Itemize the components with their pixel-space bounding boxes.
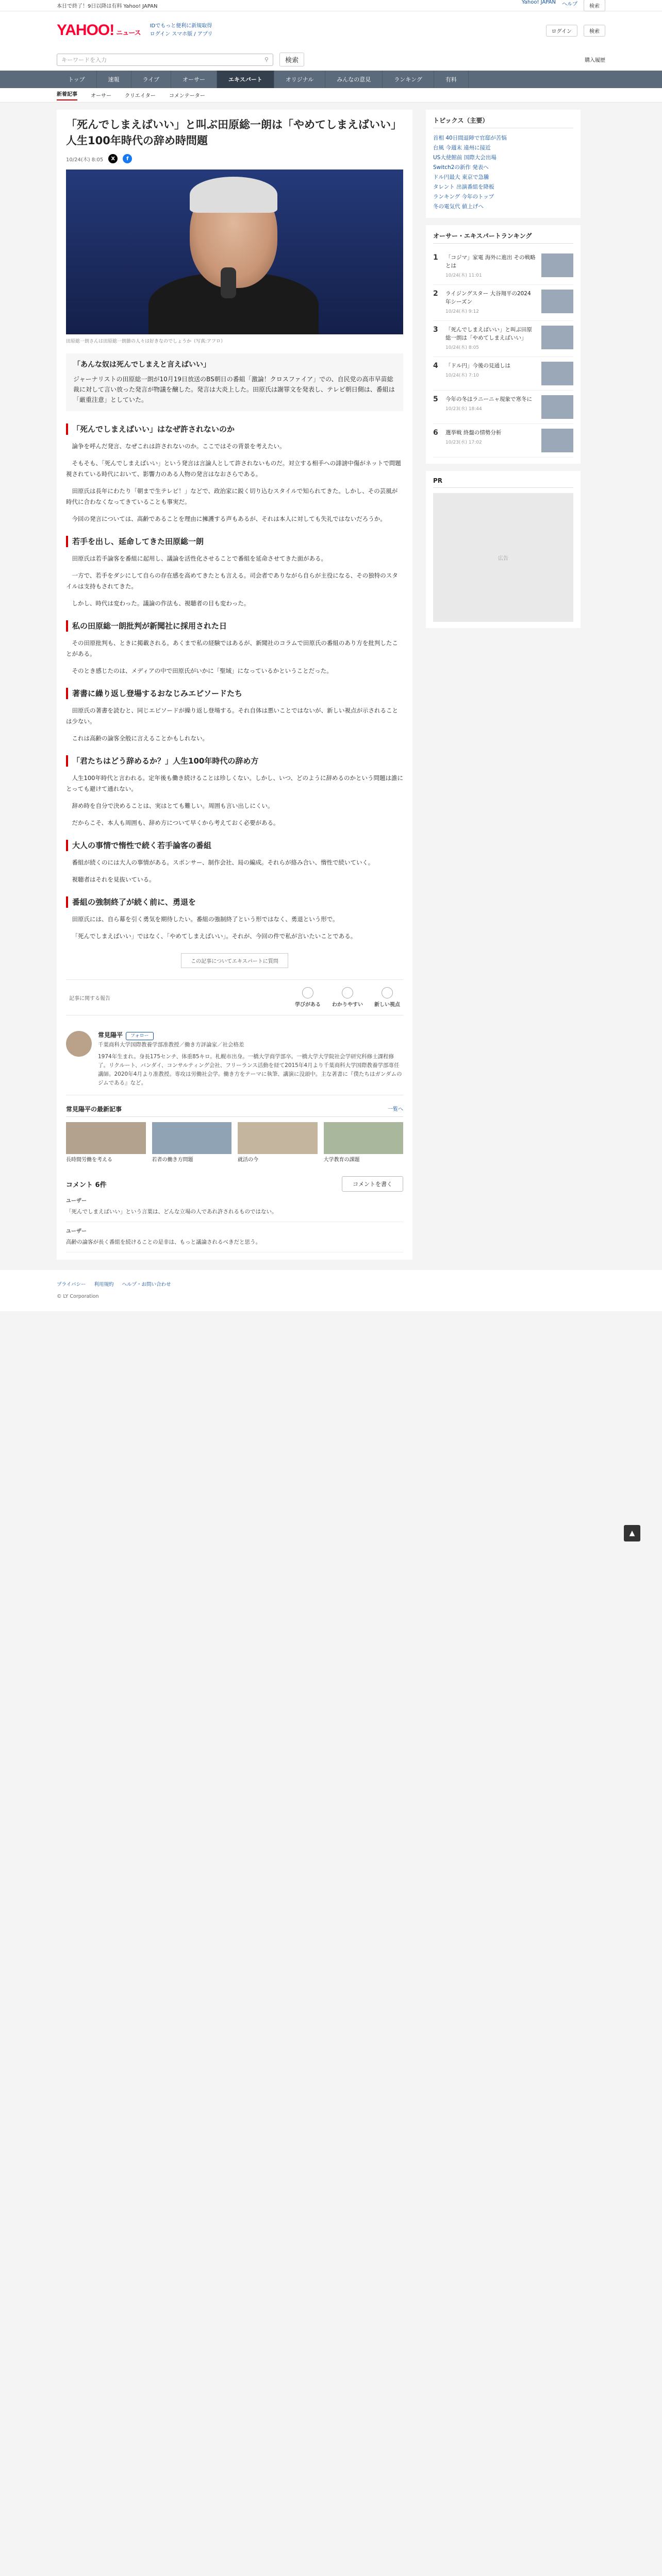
body-paragraph: そのとき感じたのは、メディアの中で田原氏がいかに「聖域」になっているかということだった。 bbox=[72, 667, 333, 674]
nav-top[interactable]: トップ bbox=[57, 71, 97, 88]
yahoo-logo[interactable]: YAHOO! ニュース bbox=[57, 22, 141, 39]
header-login-button[interactable]: ログイン bbox=[546, 25, 578, 37]
rank-number: 2 bbox=[433, 290, 438, 298]
sub-nav bbox=[0, 88, 662, 103]
author-avatar[interactable] bbox=[66, 1031, 92, 1057]
rank-thumbnail bbox=[541, 362, 573, 385]
rank-text: 「ドル円」今後の見通しは 10/24(木) 7:10 bbox=[445, 363, 510, 378]
ranking-item[interactable] bbox=[433, 285, 573, 321]
topic-item[interactable]: 首相 40日間退陣で官邸が苦悩 bbox=[433, 135, 507, 141]
rank-thumbnail bbox=[541, 290, 573, 313]
body-paragraph: 田原氏の著書を読むと、同じエピソードが繰り返し登場する。それ自体は悪いことではないが、新しい視点が示されることは少ない。 bbox=[66, 707, 398, 725]
rank-number: 6 bbox=[433, 429, 438, 437]
article-photo bbox=[66, 170, 403, 334]
eye-icon bbox=[382, 987, 393, 998]
subnav-author[interactable]: オーサー bbox=[91, 93, 111, 99]
main-nav bbox=[0, 71, 662, 88]
search-icon: ⚲ bbox=[264, 56, 269, 63]
photo-caption: 田原総一朗さんは田原総一朗節の人々は好きなのでしょうか（写真:アフロ） bbox=[66, 339, 226, 344]
section-heading: 「死んでしまえばいい」はなぜ許されないのか bbox=[66, 423, 403, 435]
footer-privacy-link[interactable]: プライバシー bbox=[57, 1282, 86, 1287]
body-paragraph: 辞め時を自分で決めることは、実はとても難しい。周囲も言い出しにくい。 bbox=[72, 802, 274, 809]
search-bar bbox=[0, 49, 662, 71]
rank-thumbnail bbox=[541, 326, 573, 349]
topic-item[interactable]: ドル円最大 東京で急騰 bbox=[433, 174, 489, 180]
section-heading: 大人の事情で惰性で続く若手論客の番組 bbox=[66, 840, 403, 851]
reaction-new[interactable]: 新しい視点 bbox=[374, 987, 400, 1008]
author-latest-item[interactable]: 大学教育の課題 bbox=[324, 1122, 404, 1164]
lightbulb-icon bbox=[302, 987, 313, 998]
rank-number: 3 bbox=[433, 326, 438, 334]
body-paragraph: そもそも、「死んでしまえばいい」という発言は言論人として許されないものだ。対立する相手への誹謗中傷がネットで問題視されている時代において、影響力のある人物の発言はなおさらである。 bbox=[66, 460, 401, 478]
author-name[interactable]: 常見陽平 bbox=[98, 1031, 123, 1039]
reaction-learn[interactable]: 学びがある bbox=[295, 987, 321, 1008]
ranking-title: オーサー・エキスパートランキング bbox=[433, 232, 532, 240]
sidebar-ad[interactable]: 広告 bbox=[433, 493, 573, 622]
section-heading: 若手を出し、延命してきた田原総一朗 bbox=[66, 536, 403, 547]
author-latest bbox=[66, 1105, 403, 1164]
top-utility-bar bbox=[0, 0, 662, 11]
body-paragraph: 番組が続くのには大人の事情がある。スポンサー、制作会社、局の編成。それらが絡み合い、惰性で続いていく。 bbox=[72, 859, 374, 866]
yahoo-japan-link[interactable]: Yahoo! JAPAN bbox=[522, 0, 556, 5]
section-heading: 「君たちはどう辞めるか？」人生100年時代の辞め方 bbox=[66, 755, 403, 767]
topic-item[interactable]: Switch2の新作 発表へ bbox=[433, 164, 489, 171]
nav-ranking[interactable]: ランキング bbox=[383, 71, 434, 88]
pr-card bbox=[426, 471, 581, 628]
ask-expert-button[interactable]: この記事についてエキスパートに質問 bbox=[181, 953, 288, 968]
article-sections bbox=[66, 423, 403, 942]
lead-heading: 「あんな奴は死んでしまえと言えばいい」 bbox=[73, 361, 210, 369]
author-box bbox=[66, 1024, 403, 1095]
rank-number: 4 bbox=[433, 362, 438, 370]
nav-opinion[interactable]: みんなの意見 bbox=[325, 71, 383, 88]
topic-item[interactable]: タレント 出演番組を降板 bbox=[433, 184, 494, 190]
page-top-button[interactable] bbox=[624, 1525, 640, 1541]
reaction-clear[interactable]: わかりやすい bbox=[332, 987, 363, 1008]
author-latest-title: 常見陽平の最新記事 bbox=[66, 1106, 122, 1113]
section-heading: 番組の強制終了が続く前に、勇退を bbox=[66, 896, 403, 908]
app-link[interactable]: スマホ版 / アプリ bbox=[172, 31, 213, 37]
report-link[interactable]: 記事に関する報告 bbox=[69, 995, 110, 1002]
article-date: 10/24(木) 8:05 bbox=[66, 157, 104, 163]
header-links bbox=[150, 22, 213, 39]
nav-paid[interactable]: 有料 bbox=[434, 71, 469, 88]
body-paragraph: 今回の発言については、高齢であることを理由に擁護する声もあるが、それは本人に対しても失礼ではないだろうか。 bbox=[72, 515, 386, 522]
ranking-item[interactable] bbox=[433, 424, 573, 457]
nav-live[interactable]: ライブ bbox=[131, 71, 171, 88]
author-role: 千葉商科大学国際教養学部准教授／働き方評論家／社会格差 bbox=[98, 1042, 244, 1048]
body-paragraph: 田原氏は若手論客を番組に起用し、議論を活性化させることで番組を延命させてきた面がある。 bbox=[72, 555, 327, 562]
notice-text[interactable]: 本日で終了！9日以降は有料 Yahoo! JAPAN bbox=[57, 4, 158, 9]
author-latest-more[interactable]: 一覧へ bbox=[388, 1107, 403, 1112]
section-heading: 私の田原総一朗批判が新聞社に採用された日 bbox=[66, 620, 403, 632]
ranking-item[interactable] bbox=[433, 249, 573, 285]
topic-item[interactable]: 冬の電気代 値上げへ bbox=[433, 204, 484, 210]
topic-item[interactable]: 台風 今週末 遠州に接近 bbox=[433, 145, 491, 151]
id-register-link[interactable]: IDでもっと便利に新規取得 bbox=[150, 23, 212, 29]
rank-text: 「コジマ」家電 海外に進出 その戦略とは 10/24(木) 11:01 bbox=[445, 255, 536, 278]
article-main bbox=[57, 110, 412, 1260]
section-heading: 著書に繰り返し登場するおなじみエピソードたち bbox=[66, 688, 403, 699]
nav-breaking[interactable]: 速報 bbox=[97, 71, 131, 88]
help-link[interactable]: ヘルプ bbox=[562, 2, 577, 7]
search-button[interactable]: 検索 bbox=[279, 53, 304, 66]
subnav-creator[interactable]: クリエイター bbox=[125, 93, 156, 99]
ranking-card bbox=[426, 225, 581, 464]
body-paragraph: 視聴者はそれを見抜いている。 bbox=[72, 876, 155, 883]
topic-item[interactable]: US大使館前 国際大会出場 bbox=[433, 155, 496, 161]
comments-count: 6件 bbox=[95, 1181, 107, 1189]
topic-item[interactable]: ランキング 今年のトップ bbox=[433, 194, 494, 200]
ranking-item[interactable] bbox=[433, 321, 573, 357]
rank-text: 選挙戦 終盤の情勢分析 10/23(水) 17:02 bbox=[445, 430, 502, 445]
body-paragraph: その田原批判も、ときに掲載される。あくまで私の経験ではあるが、新聞社のコラムで田原氏の番組のあり方を批判したことがある。 bbox=[66, 639, 398, 657]
rank-text: 「死んでしまえばいい」と叫ぶ田原総一朗は「やめてしまえばいい」 10/24(木) 8:05 bbox=[445, 327, 532, 350]
top-search-button[interactable]: 検索 bbox=[584, 0, 605, 11]
comments-section bbox=[66, 1176, 403, 1252]
topics-card bbox=[426, 110, 581, 218]
rank-thumbnail bbox=[541, 429, 573, 452]
nav-expert[interactable]: エキスパート bbox=[217, 71, 274, 88]
body-paragraph: しかし、時代は変わった。議論の作法も、視聴者の目も変わった。 bbox=[72, 600, 250, 607]
comment-item: ユーザー 高齢の論客が長く番組を続けることの是非は、もっと議論されるべきだと思う。 bbox=[66, 1222, 403, 1252]
follow-button[interactable]: フォロー bbox=[126, 1032, 154, 1040]
footer bbox=[0, 1270, 662, 1311]
copyright: © LY Corporation bbox=[57, 1294, 99, 1299]
body-paragraph: だからこそ、本人も周囲も、辞め方について早くから考えておく必要がある。 bbox=[72, 819, 279, 826]
ranking-item[interactable] bbox=[433, 391, 573, 424]
author-latest-item[interactable]: 若者の働き方問題 bbox=[152, 1122, 232, 1164]
ranking-item[interactable] bbox=[433, 357, 573, 391]
rank-thumbnail bbox=[541, 253, 573, 277]
article-title: 「死んでしまえばいい」と叫ぶ田原総一朗は「やめてしまえばいい」人生100年時代の辞め時問題 bbox=[66, 118, 402, 147]
body-paragraph: 田原氏には、自ら幕を引く勇気を期待したい。番組の強制終了という形ではなく、勇退という形で。 bbox=[72, 916, 339, 923]
header-search-button[interactable]: 検索 bbox=[584, 25, 605, 37]
body-paragraph: 人生100年時代と言われる。定年後も働き続けることは珍しくない。しかし、いつ、どのように辞めるのかという問題は誰にとっても避けて通れない。 bbox=[66, 774, 403, 792]
nav-author[interactable]: オーサー bbox=[171, 71, 217, 88]
subnav-latest[interactable]: 新着記事 bbox=[57, 90, 77, 100]
body-paragraph: 論争を呼んだ発言、なぜこれは許されないのか。ここではその背景を考えたい。 bbox=[72, 443, 286, 450]
author-latest-item[interactable]: 就活の今 bbox=[238, 1122, 318, 1164]
topics-title: トピックス（主要） bbox=[433, 117, 489, 124]
footer-terms-link[interactable]: 利用規約 bbox=[94, 1282, 114, 1287]
article-meta bbox=[66, 154, 403, 163]
purchase-history-link[interactable]: 購入履歴 bbox=[585, 58, 605, 63]
rank-thumbnail bbox=[541, 395, 573, 419]
author-bio: 1974年生まれ。身長175センチ、体重85キロ。札幌市出身。一橋大学商学部卒。一橋大学大学院社会学研究科修士課程修了。リクルート、バンダイ、コンサルティング会社、フリーランス活動を経て2015年4月より千葉商科大学国際教養学部専任講師。2020年4月より准教授。専攻は労働社会学。働き方をテーマに執筆、講演に没頭中。主な著書に『僕たちはガンダムのジムである』など。 bbox=[98, 1054, 402, 1086]
rank-number: 1 bbox=[433, 253, 438, 262]
rank-text: 今年の冬はラニーニャ現象で寒冬に 10/23(水) 18:44 bbox=[445, 396, 532, 412]
reaction-bar bbox=[66, 979, 403, 1015]
subnav-commentator[interactable]: コメンテーター bbox=[169, 93, 205, 99]
pr-label: PR bbox=[433, 477, 443, 484]
arrow-up-icon: ▲ bbox=[629, 1529, 635, 1537]
body-paragraph: 一方で、若手をダシにして自らの存在感を高めてきたとも言える。司会者でありながら自らが主役になる、その独特のスタイルは支持もされてきた。 bbox=[66, 572, 398, 590]
body-paragraph: 田原氏は長年にわたり「朝まで生テレビ！」などで、政治家に鋭く切り込むスタイルで知られてきた。しかし、その芸風が時代に合わなくなってきていることも事実だ。 bbox=[66, 487, 398, 505]
x-share-icon[interactable]: X bbox=[108, 154, 118, 163]
lead-text: ジャーナリストの田原総一朗が10月19日放送のBS朝日の番組「激論！クロスファイア」での、自民党の高市早苗総裁に対して言い放った発言が物議を醸した。発言は大炎上した。田原氏は謝罪文を発表し、テレビ朝日側は、番組は「厳重注意」としていた。 bbox=[73, 376, 395, 403]
author-latest-item[interactable]: 長時間労働を考える bbox=[66, 1122, 146, 1164]
lead-box bbox=[66, 353, 403, 411]
sidebar bbox=[426, 110, 581, 1260]
site-header bbox=[0, 11, 662, 49]
write-comment-button[interactable]: コメントを書く bbox=[342, 1176, 403, 1192]
body-paragraph: これは高齢の論客全般に言えることかもしれない。 bbox=[72, 735, 208, 742]
comments-title: コメント bbox=[66, 1181, 93, 1189]
rank-text: ライジングスター 大谷翔平の2024年シーズン 10/24(木) 9:12 bbox=[445, 291, 531, 314]
footer-help-link[interactable]: ヘルプ・お問い合わせ bbox=[122, 1282, 171, 1287]
rank-number: 5 bbox=[433, 395, 438, 403]
check-icon bbox=[342, 987, 353, 998]
search-input[interactable]: キーワードを入力 ⚲ bbox=[57, 54, 273, 66]
facebook-share-icon[interactable]: f bbox=[123, 154, 132, 163]
body-paragraph: 「死んでしまえばいい」ではなく、「やめてしまえばいい」。それが、今回の件で私が言いたいことである。 bbox=[72, 933, 357, 940]
comment-item: ユーザー 「死んでしまえばいい」という言葉は、どんな立場の人であれ許されるものではない。 bbox=[66, 1192, 403, 1222]
nav-original[interactable]: オリジナル bbox=[274, 71, 325, 88]
login-link[interactable]: ログイン bbox=[150, 31, 171, 37]
